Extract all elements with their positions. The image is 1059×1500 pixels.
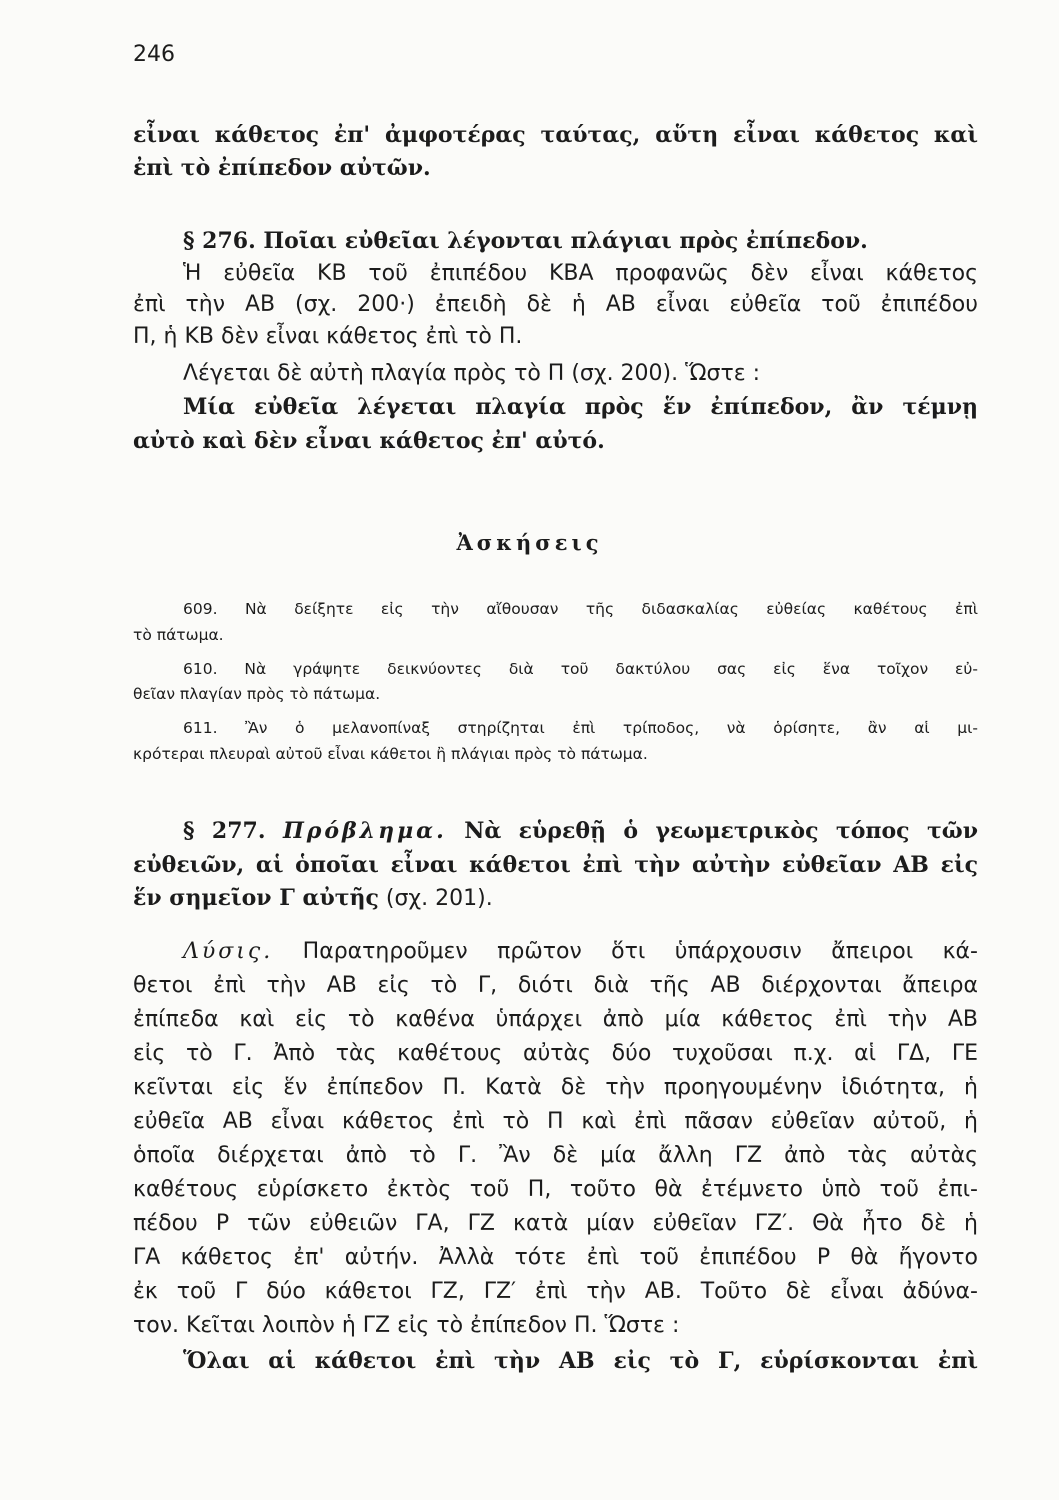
exercise-609-cont: τὸ πάτωμα. bbox=[133, 626, 224, 644]
text-line: Π, ἡ ΚΒ δὲν εἶναι κάθετος ἐπὶ τὸ Π. bbox=[133, 324, 523, 349]
problem-line: εὐθειῶν, αἱ ὁποῖαι εἶναι κάθετοι ἐπὶ τὴν αὐτὴν εὐθεῖαν ΑΒ εἰς bbox=[133, 852, 978, 878]
solution-line: ΓΑ κάθετος ἐπ' αὐτήν. Ἀλλὰ τότε ἐπὶ τοῦ ἐπιπέδου Ρ θὰ ἤγοντο bbox=[133, 1245, 978, 1270]
definition-line: αὐτὸ καὶ δὲν εἶναι κάθετος ἐπ' αὐτό. bbox=[133, 428, 605, 454]
page-number: 246 bbox=[133, 42, 175, 67]
text-line: εἶναι κάθετος ἐπ' ἀμφοτέρας ταύτας, αὕτη εἶναι κάθετος καὶ bbox=[133, 122, 978, 148]
text-line: ἐπὶ τὸ ἐπίπεδον αὐτῶν. bbox=[133, 155, 431, 181]
section-277-number: § 277. bbox=[183, 818, 266, 844]
solution-line: τον. Κεῖται λοιπὸν ἡ ΓΖ εἰς τὸ ἐπίπεδον Π. Ὥστε : bbox=[133, 1313, 680, 1338]
exercise-611: 611. Ἂν ὁ μελανοπίναξ στηρίζηται ἐπὶ τρίποδος, νὰ ὁρίσητε, ἂν αἱ μι- bbox=[183, 719, 978, 737]
exercise-610: 610. Νὰ γράψητε δεικνύοντες διὰ τοῦ δακτύλου σας εἰς ἕνα τοῖχον εὐ- bbox=[183, 660, 978, 678]
problem-bold: ἕν σημεῖον Γ αὐτῆς bbox=[133, 885, 379, 911]
section-276-title: § 276. Ποῖαι εὐθεῖαι λέγονται πλάγιαι πρὸς ἐπίπεδον. bbox=[183, 228, 868, 254]
section-277-title bbox=[183, 816, 978, 846]
solution-line: εἰς τὸ Γ. Ἀπὸ τὰς καθέτους αὐτὰς δύο τυχοῦσαι π.χ. αἱ ΓΔ, ΓΕ bbox=[133, 1041, 978, 1066]
solution-line: κεῖνται εἰς ἕν ἐπίπεδον Π. Κατὰ δὲ τὴν προηγουμένην ἰδιότητα, ἡ bbox=[133, 1075, 978, 1100]
solution-line bbox=[183, 937, 978, 967]
solution-line: θετοι ἐπὶ τὴν ΑΒ εἰς τὸ Γ, διότι διὰ τῆς ΑΒ διέρχονται ἄπειρα bbox=[133, 973, 978, 998]
exercise-611-cont: κρότεραι πλευραὶ αὐτοῦ εἶναι κάθετοι ἢ πλάγιαι πρὸς τὸ πάτωμα. bbox=[133, 745, 648, 763]
solution-line: ἐπίπεδα καὶ εἰς τὸ καθένα ὑπάρχει ἀπὸ μία κάθετος ἐπὶ τὴν ΑΒ bbox=[133, 1007, 978, 1032]
solution-line: πέδου Ρ τῶν εὐθειῶν ΓΑ, ΓΖ κατὰ μίαν εὐθεῖαν ΓΖ′. Θὰ ἦτο δὲ ἡ bbox=[133, 1211, 978, 1236]
text-line: Λέγεται δὲ αὐτὴ πλαγία πρὸς τὸ Π (σχ. 200). Ὥστε : bbox=[183, 361, 760, 386]
solution-line: ὁποῖα διέρχεται ἀπὸ τὸ Γ. Ἂν δὲ μία ἄλλη ΓΖ ἀπὸ τὰς αὐτὰς bbox=[133, 1143, 978, 1168]
text-line: ἐπὶ τὴν ΑΒ (σχ. 200·) ἐπειδὴ δὲ ἡ ΑΒ εἶναι εὐθεῖα τοῦ ἐπιπέδου bbox=[133, 292, 978, 317]
solution-label: Λύσις. bbox=[183, 939, 274, 964]
text-line: Ἡ εὐθεῖα ΚΒ τοῦ ἐπιπέδου ΚΒΑ προφανῶς δὲν εἶναι κάθετος bbox=[183, 261, 978, 286]
exercise-610-cont: θεῖαν πλαγίαν πρὸς τὸ πάτωμα. bbox=[133, 685, 381, 703]
solution-line: ἐκ τοῦ Γ δύο κάθετοι ΓΖ, ΓΖ′ ἐπὶ τὴν ΑΒ. Τοῦτο δὲ εἶναι ἀδύνα- bbox=[133, 1279, 978, 1304]
definition-line: Μία εὐθεῖα λέγεται πλαγία πρὸς ἕν ἐπίπεδον, ἂν τέμνῃ bbox=[183, 394, 978, 420]
problem-label: Πρόβλημα. bbox=[282, 818, 447, 844]
exercises-heading: Ἀσκήσεις bbox=[456, 530, 603, 555]
solution-line: εὐθεῖα ΑΒ εἶναι κάθετος ἐπὶ τὸ Π καὶ ἐπὶ πᾶσαν εὐθεῖαν αὐτοῦ, ἡ bbox=[133, 1109, 978, 1134]
conclusion-line: Ὅλαι αἱ κάθετοι ἐπὶ τὴν ΑΒ εἰς τὸ Γ, εὑρίσκονται ἐπὶ bbox=[183, 1348, 978, 1374]
solution-text: Παρατηροῦμεν πρῶτον ὅτι ὑπάρχουσιν ἄπειροι κά- bbox=[302, 939, 978, 964]
exercise-609: 609. Νὰ δείξητε εἰς τὴν αἴθουσαν τῆς διδασκαλίας εὐθείας καθέτους ἐπὶ bbox=[183, 600, 978, 618]
solution-line: καθέτους εὑρίσκετο ἐκτὸς τοῦ Π, τοῦτο θὰ ἐτέμνετο ὑπὸ τοῦ ἐπι- bbox=[133, 1177, 978, 1202]
problem-line bbox=[133, 883, 978, 914]
figure-ref: (σχ. 201). bbox=[385, 886, 493, 911]
problem-statement: Νὰ εὑρεθῇ ὁ γεωμετρικὸς τόπος τῶν bbox=[464, 818, 978, 844]
